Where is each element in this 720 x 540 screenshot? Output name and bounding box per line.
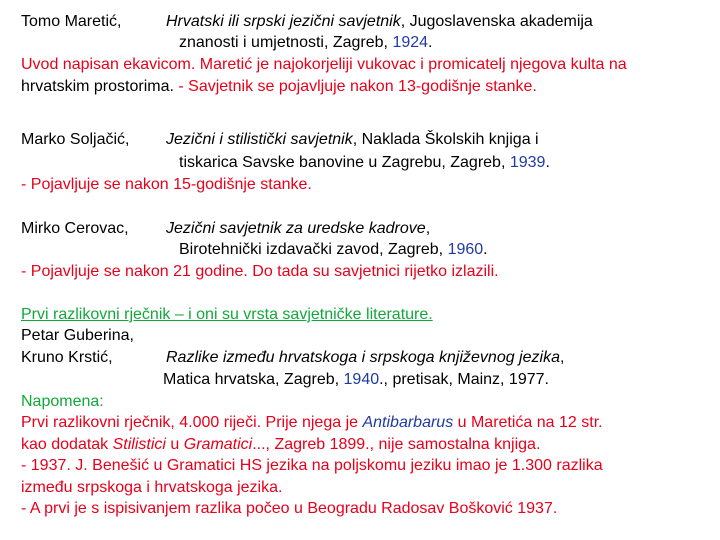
entry3-publisher-b: Birotehnički izdavački zavod, Zagreb, xyxy=(179,241,448,258)
entry3-author: Mirko Cerovac, xyxy=(21,220,129,237)
entry2-year: 1939 xyxy=(509,154,546,171)
section4-year: 1940 xyxy=(343,371,380,388)
entry1-note-line1 xyxy=(21,55,627,75)
section4-publisher-end: ., pretisak, Mainz, 1977. xyxy=(379,371,549,388)
napomena-line1 xyxy=(21,413,603,433)
entry2-citation-line2 xyxy=(179,153,550,173)
entry1-publisher-end: . xyxy=(428,34,433,51)
entry1-note-line2 xyxy=(21,77,537,97)
entry1-author: Tomo Maretić, xyxy=(21,13,122,30)
entry3-note: - Pojavljuje se nakon 21 godine. Do tada su savjetnici rijetko izlazili. xyxy=(21,263,499,280)
entry3-citation-line2 xyxy=(179,240,488,260)
entry1-title: Hrvatski ili srpski jezični savjetnik xyxy=(166,13,401,30)
entry1-note-prostorima: hrvatskim prostorima. xyxy=(21,78,174,95)
section4-author2: Kruno Krstić, xyxy=(21,349,113,366)
napomena-line1-a: Prvi razlikovni rječnik, 4.000 riječi. Prije njega je xyxy=(21,414,363,431)
napomena-label: Napomena: xyxy=(21,393,104,410)
entry1-year: 1924 xyxy=(392,34,429,51)
entry2-publisher-a: , Naklada Školskih knjiga i xyxy=(352,131,539,148)
entry3-publisher-a: , xyxy=(425,220,431,237)
section4-author1: Petar Guberina, xyxy=(21,327,134,344)
napomena-line2-a: kao dodatak xyxy=(21,436,113,453)
entry3-citation-line1 xyxy=(166,219,430,239)
entry1-note-ekavica: Uvod napisan ekavicom. xyxy=(21,56,196,73)
napomena-line4: između srpskoga i hrvatskoga jezika. xyxy=(21,479,283,496)
napomena-line2-e: ..., Zagreb 1899., nije samostalna knjiga. xyxy=(252,436,541,453)
napomena-line3: - 1937. J. Benešić u Gramatici HS jezika na poljskomu jeziku imao je 1.300 razlika xyxy=(21,457,603,474)
entry1-publisher-b: znanosti i umjetnosti, Zagreb, xyxy=(179,34,393,51)
entry1-publisher-a: , Jugoslavenska akademija xyxy=(400,13,593,30)
entry2-citation-line1 xyxy=(166,130,539,150)
section4-heading: Prvi razlikovni rječnik – i oni su vrsta savjetničke literature. xyxy=(21,306,433,323)
section4-publisher: Matica hrvatska, Zagreb, xyxy=(163,371,344,388)
napomena-line1-c: u Maretića na 12 str. xyxy=(453,414,603,431)
napomena-line2 xyxy=(21,435,540,455)
entry2-author: Marko Soljačić, xyxy=(21,131,130,148)
entry2-note: - Pojavljuje se nakon 15-godišnje stanke. xyxy=(21,176,312,193)
entry1-citation-line2 xyxy=(179,33,432,53)
napomena-gramatici: Gramatici xyxy=(183,436,253,453)
napomena-line2-c: u xyxy=(165,436,184,453)
napomena-line5: - A prvi je s ispisivanjem razlika počeo u Beogradu Radosav Bošković 1937. xyxy=(21,500,558,517)
entry1-note-stanka: - Savjetnik se pojavljuje nakon 13-godišnje stanke. xyxy=(173,78,537,95)
entry3-publisher-end: . xyxy=(483,241,488,258)
entry3-title: Jezični savjetnik za uredske kadrove xyxy=(166,220,426,237)
section4-citation-line1 xyxy=(166,348,564,368)
entry2-publisher-b: tiskarica Savske banovine u Zagrebu, Zagreb, xyxy=(179,154,510,171)
napomena-antibarbarus: Antibarbarus xyxy=(362,414,454,431)
section4-citation-line2 xyxy=(163,370,549,390)
section4-title-end: , xyxy=(559,349,565,366)
entry2-publisher-end: . xyxy=(545,154,550,171)
entry2-title: Jezični i stilistički savjetnik xyxy=(166,131,353,148)
entry1-citation-line1 xyxy=(166,12,593,32)
napomena-stilistici: Stilistici xyxy=(112,436,166,453)
section4-title: Razlike između hrvatskoga i srpskoga književnog jezika xyxy=(166,349,560,366)
entry1-note-vukovac: Maretić je najokorjeliji vukovac i promicatelj njegova kulta na xyxy=(195,56,627,73)
entry3-year: 1960 xyxy=(447,241,484,258)
